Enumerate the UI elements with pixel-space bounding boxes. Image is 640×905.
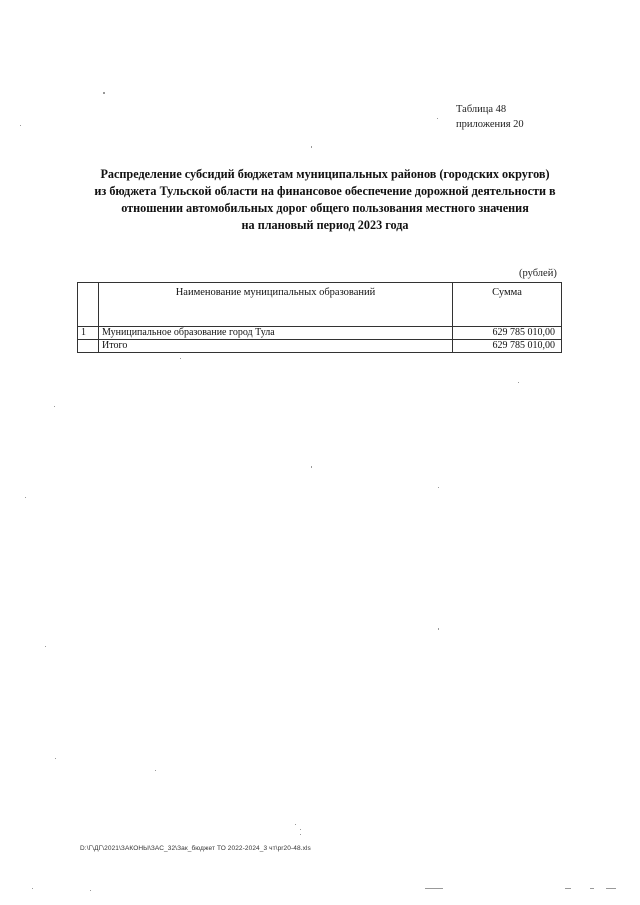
scan-speck	[25, 497, 26, 498]
scan-speck	[311, 466, 312, 468]
scan-speck	[180, 358, 181, 359]
scan-speck	[518, 382, 519, 383]
header-num	[78, 283, 99, 327]
scan-line	[606, 888, 616, 889]
scan-speck	[437, 118, 438, 119]
unit-label: (рублей)	[519, 268, 557, 279]
table-total-row	[78, 340, 562, 353]
title-line-1: Распределение субсидий бюджетам муниципальных районов (городских округов)	[100, 167, 550, 181]
file-path: D:\Г\ДГ\2021\ЗАКОНЫ\ЗАС_32\Зак_бюджет ТО 2022-2024_3 чт\pr20-48.xls	[80, 845, 311, 852]
title-line-2: из бюджета Тульской области на финансовое обеспечение дорожной деятельности в	[94, 184, 556, 198]
scan-line	[565, 888, 571, 889]
total-name: Итого	[99, 340, 453, 353]
title-line-4: на плановый период 2023 года	[241, 218, 409, 232]
title-line-3: отношении автомобильных дорог общего пользования местного значения	[121, 201, 529, 215]
scan-speck	[20, 125, 21, 126]
table-row	[78, 327, 562, 340]
subsidy-table	[77, 282, 562, 353]
table-reference	[456, 102, 524, 132]
header-sum: Сумма	[453, 283, 562, 327]
header-name: Наименование муниципальных образований	[99, 283, 453, 327]
scan-speck	[438, 487, 439, 488]
total-sum: 629 785 010,00	[453, 340, 562, 353]
scan-speck	[54, 406, 55, 407]
appendix-number: приложения 20	[456, 119, 524, 130]
document-title	[60, 166, 590, 234]
scan-speck	[45, 646, 46, 647]
scan-speck	[300, 834, 301, 835]
scan-speck	[155, 770, 156, 771]
row-sum: 629 785 010,00	[453, 327, 562, 340]
row-num: 1	[78, 327, 99, 340]
scan-speck	[32, 888, 33, 889]
scan-speck	[55, 758, 56, 759]
table-header-row	[78, 283, 562, 327]
scan-speck	[90, 890, 91, 891]
scan-speck	[103, 92, 105, 94]
scan-speck	[300, 829, 301, 830]
scan-speck	[438, 628, 439, 630]
scan-line	[590, 888, 594, 889]
scan-speck	[311, 146, 312, 148]
table-number: Таблица 48	[456, 104, 507, 115]
total-num	[78, 340, 99, 353]
scan-speck	[295, 824, 296, 825]
row-name: Муниципальное образование город Тула	[99, 327, 453, 340]
scan-line	[425, 888, 443, 889]
